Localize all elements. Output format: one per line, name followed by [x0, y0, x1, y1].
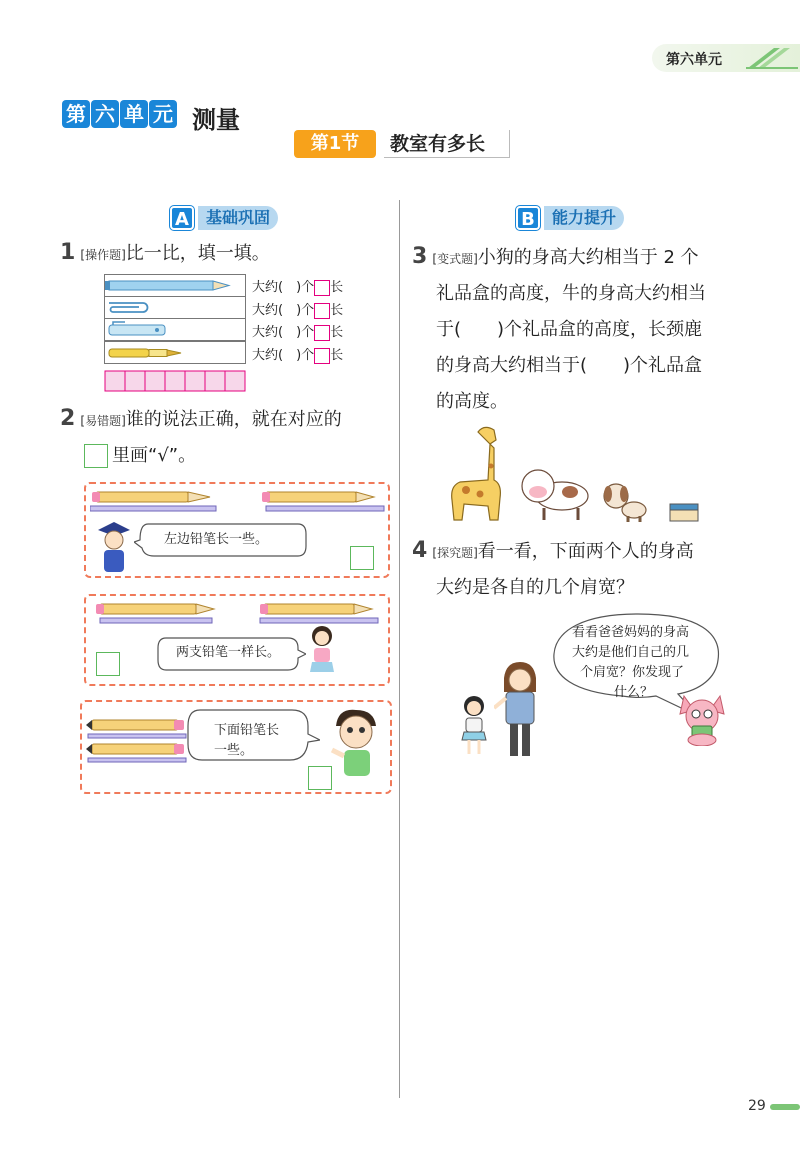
statement-text: 一些。 — [214, 743, 254, 758]
pencil-icon — [105, 275, 245, 296]
question-tag: [变式题] — [432, 252, 478, 266]
fill-suffix: 长 — [330, 280, 344, 295]
question-text: 于( )个礼品盒的高度，长颈鹿 — [436, 319, 703, 340]
question-number: 4 — [412, 538, 428, 563]
question-1 — [60, 236, 270, 272]
key-icon — [105, 319, 245, 340]
girl-icon — [306, 624, 338, 680]
page-number: 29 — [748, 1098, 766, 1114]
tool-row-pencil — [104, 274, 246, 297]
fill-suffix: 长 — [330, 325, 344, 340]
ruler-icon — [744, 46, 800, 70]
page-bar — [770, 1104, 800, 1110]
tool-row-clip — [104, 296, 246, 319]
statement-panel-2 — [84, 594, 390, 686]
unit-title-char: 第 — [62, 100, 90, 128]
tool-row-key — [104, 318, 246, 341]
pencils-ruler-icon — [90, 600, 386, 630]
unit-tab — [652, 44, 800, 72]
fountain-pen-icon — [105, 342, 245, 363]
question-tag: [易错题] — [80, 414, 126, 428]
question-text: 谁的说法正确，就在对应的 — [125, 409, 342, 430]
giraffe-icon — [444, 424, 524, 524]
statement-panel-1 — [84, 482, 390, 578]
fill-row-1 — [252, 276, 343, 296]
unit-name: 测量 — [192, 106, 240, 134]
section-a-header — [170, 206, 300, 230]
question-number: 1 — [60, 240, 76, 265]
answer-box[interactable] — [314, 325, 330, 341]
section-a-label: 基础巩固 — [198, 206, 278, 230]
fill-row-2 — [252, 299, 343, 319]
question-number: 2 — [60, 406, 76, 431]
fill-row-4 — [252, 344, 343, 364]
fill-text: 大约( )个 — [252, 280, 315, 295]
section-a-letter: A — [170, 206, 194, 230]
unit-title — [62, 100, 178, 130]
question-2 — [60, 402, 395, 438]
bubble-line: 看看爸爸妈妈的身高 — [572, 625, 690, 640]
question-tag: [操作题] — [80, 248, 126, 262]
unit-title-char: 单 — [120, 100, 148, 128]
fill-text: 大约( )个 — [252, 303, 315, 318]
bubble-line: 个肩宽？你发现了 — [580, 665, 685, 680]
question-text: 大约是各自的几个肩宽？ — [436, 577, 634, 598]
check-box-2[interactable] — [96, 652, 120, 676]
unit-square-strip — [104, 370, 248, 392]
section-b-letter: B — [516, 206, 540, 230]
question-3 — [412, 240, 772, 420]
boy-icon — [328, 706, 384, 786]
section-b-label: 能力提升 — [544, 206, 624, 230]
fill-text: 大约( )个 — [252, 348, 315, 363]
unit-title-char: 元 — [149, 100, 177, 128]
gift-box-icon — [668, 500, 700, 522]
question-text: 的身高大约相当于( )个礼品盒 — [436, 355, 703, 376]
question-text: 的高度。 — [436, 391, 508, 412]
dog-icon — [602, 480, 648, 522]
section-b-header — [516, 206, 646, 230]
question-text: 比一比，填一填。 — [125, 243, 270, 264]
unit-tab-label: 第六单元 — [666, 52, 722, 68]
fill-suffix: 长 — [330, 348, 344, 363]
answer-box[interactable] — [314, 348, 330, 364]
question-tag: [探究题] — [432, 546, 478, 560]
answer-box[interactable] — [314, 303, 330, 319]
fill-text: 大约( )个 — [252, 325, 315, 340]
question-text: 小狗的身高大约相当于 2 个 — [477, 247, 699, 268]
fox-mascot-icon — [676, 692, 728, 746]
sample-check-box — [84, 444, 108, 468]
question-text: 看一看，下面两个人的身高 — [477, 541, 694, 562]
stacked-pencils-icon — [86, 718, 188, 768]
statement-text: 下面铅笔长 — [214, 723, 280, 738]
paper-clip-icon — [105, 297, 245, 318]
bubble-line: 什么？ — [614, 685, 654, 700]
statement-text: 左边铅笔长一些。 — [164, 532, 269, 547]
statement-panel-3 — [80, 700, 392, 794]
fill-row-3 — [252, 321, 343, 341]
check-box-1[interactable] — [350, 546, 374, 570]
bubble-line: 大约是他们自己的几 — [572, 645, 690, 660]
section-badge: 第1节 — [294, 130, 376, 158]
column-divider — [399, 200, 400, 1098]
section-name: 教室有多长 — [384, 130, 510, 158]
question-4 — [412, 534, 772, 606]
boy-graduate-icon — [94, 520, 134, 574]
tool-row-pen — [104, 341, 246, 364]
statement-text: 两支铅笔一样长。 — [176, 645, 281, 660]
cow-icon — [518, 462, 590, 522]
answer-box[interactable] — [314, 280, 330, 296]
girl-icon — [456, 694, 492, 758]
question-text: 礼品盒的高度，牛的身高大约相当 — [436, 283, 706, 304]
question-number: 3 — [412, 244, 428, 269]
check-box-3[interactable] — [308, 766, 332, 790]
pencils-ruler-icon — [90, 488, 386, 518]
fill-suffix: 长 — [330, 303, 344, 318]
mother-icon — [494, 660, 546, 760]
question-text-cont: 里画“√”。 — [112, 445, 197, 466]
unit-title-char: 六 — [91, 100, 119, 128]
